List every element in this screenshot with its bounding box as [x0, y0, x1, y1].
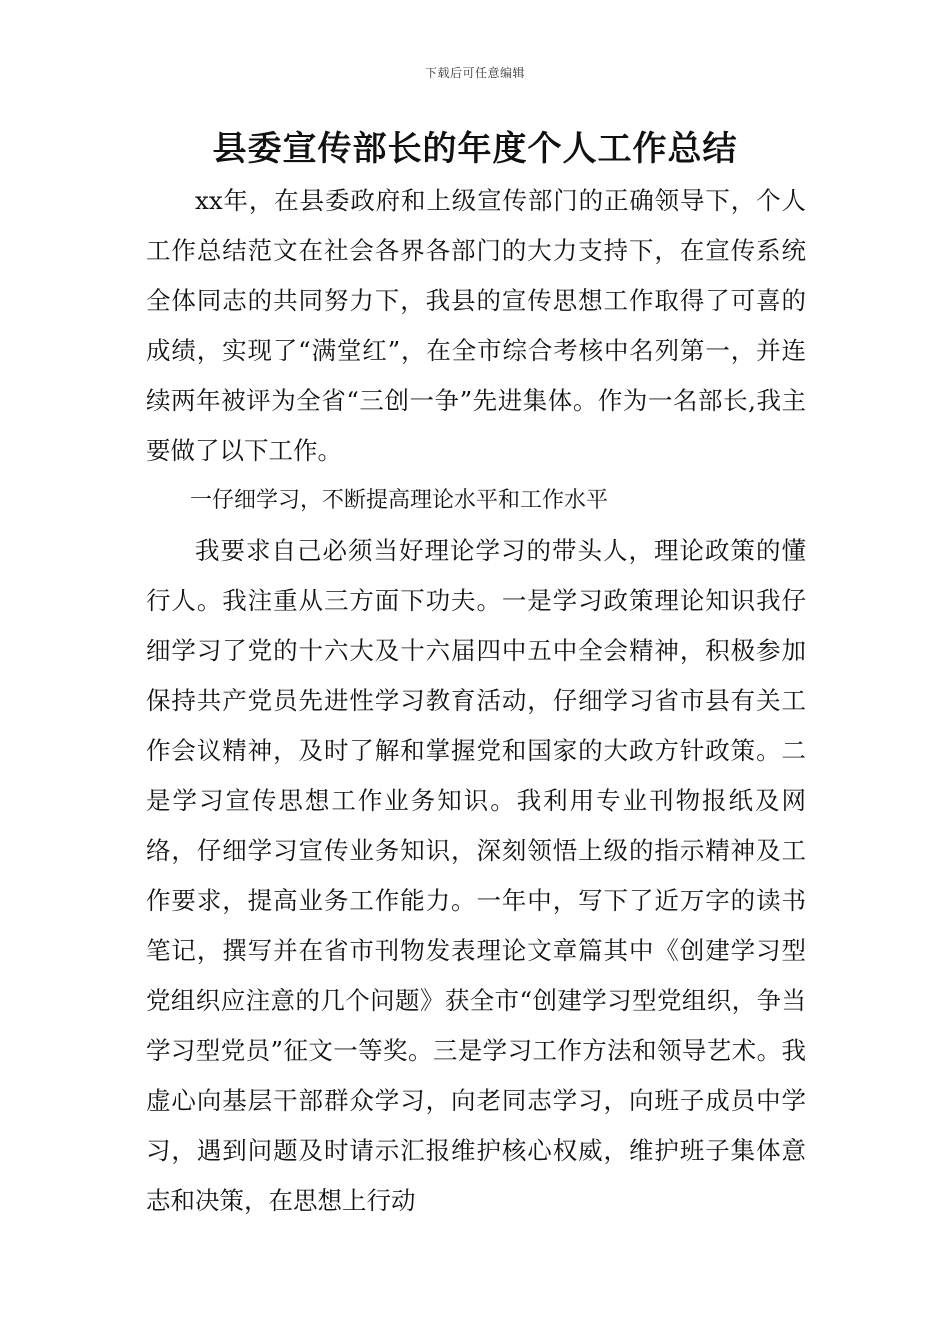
body-paragraph: 我要求自己必须当好理论学习的带头人，理论政策的懂行人。我注重从三方面下功夫。一是学习政策理论知识我仔细学习了党的十六大及十六届四中五中全会精神，积极参加保持共产党员先进性学习教育活动，仔细学习省市县有关工作会议精神，及时了解和掌握党和国家的大政方针政策。二是学习宣传思想工作业务知识。我利用专业刊物报纸及网络，仔细学习宣传业务知识，深刻领悟上级的指示精神及工作要求，提高业务工作能力。一年中，写下了近万字的读书笔记，撰写并在省市刊物发表理论文章篇其中《创建学习型党组织应注意的几个问题》获全市“创建学习型党组织，争当学习型党员”征文一等奖。三是学习工作方法和领导艺术。我虚心向基层干部群众学习，向老同志学习，向班子成员中学习，遇到问题及时请示汇报维护核心权威，维护班子集体意志和决策，在思想上行动	[146, 536, 806, 1215]
document-body	[146, 176, 806, 1226]
document-title: 县委宣传部长的年度个人工作总结	[212, 129, 738, 169]
intro-paragraph: xx年，在县委政府和上级宣传部门的正确领导下，个人工作总结范文在社会各界各部门的大力支持下，在宣传系统全体同志的共同努力下，我县的宣传思想工作取得了可喜的成绩，实现了“满堂红”，在全市综合考核中名列第一，并连续两年被评为全省“三创一争”先进集体。作为一名部长,我主要做了以下工作。	[146, 186, 806, 465]
section-heading: 一仔细学习，不断提高理论水平和工作水平	[190, 488, 609, 513]
header-note: 下载后可任意编辑	[424, 66, 525, 80]
